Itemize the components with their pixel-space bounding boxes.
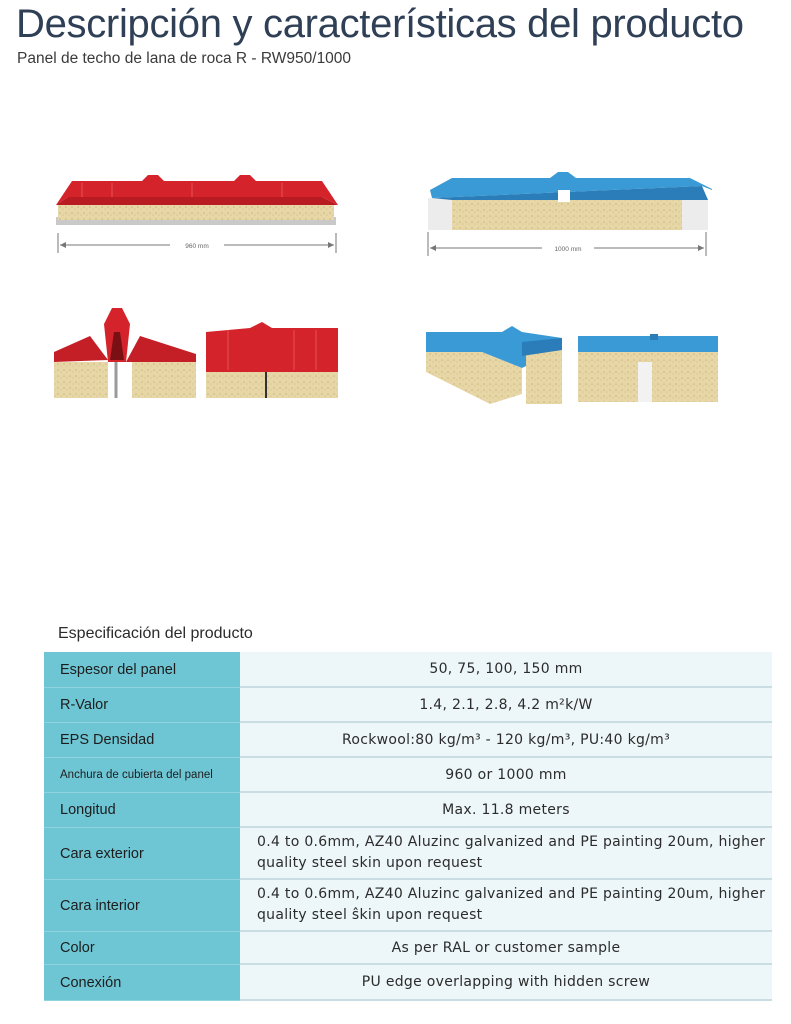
spec-label: Espesor del panel xyxy=(44,652,240,688)
page-title: Descripción y características del producto xyxy=(16,2,744,46)
spec-label: R-Valor xyxy=(44,688,240,723)
blue-panel-dimension: 1000 mm xyxy=(554,246,582,253)
spec-label: Cara interior xyxy=(44,880,240,932)
spec-row xyxy=(44,758,772,793)
spec-value: 50, 75, 100, 150 mm xyxy=(240,652,772,688)
page-subtitle: Panel de techo de lana de roca R - RW950/1000 xyxy=(17,50,352,67)
spec-label: Anchura de cubierta del panel xyxy=(44,758,240,793)
red-panel-section-image xyxy=(52,175,342,265)
spec-label: EPS Densidad xyxy=(44,723,240,758)
spec-value: 0.4 to 0.6mm, AZ40 Aluzinc galvanized and PE painting 20um, higher quality steel ŝkin upon request xyxy=(240,880,772,932)
spec-value: Rockwool:80 kg/m³ - 120 kg/m³, PU:40 kg/m³ xyxy=(240,723,772,758)
spec-row xyxy=(44,965,772,1001)
spec-title: Especificación del producto xyxy=(58,625,253,642)
spec-value: 960 or 1000 mm xyxy=(240,758,772,793)
spec-row xyxy=(44,880,772,932)
spec-value: 0.4 to 0.6mm, AZ40 Aluzinc galvanized and PE painting 20um, higher quality steel skin upon request xyxy=(240,828,772,880)
spec-row xyxy=(44,793,772,828)
spec-value: PU edge overlapping with hidden screw xyxy=(240,965,772,1001)
spec-label: Cara exterior xyxy=(44,828,240,880)
spec-row xyxy=(44,688,772,723)
spec-value: As per RAL or customer sample xyxy=(240,932,772,965)
spec-row xyxy=(44,723,772,758)
spec-label: Color xyxy=(44,932,240,965)
spec-value: 1.4, 2.1, 2.8, 4.2 m²k/W xyxy=(240,688,772,723)
spec-table xyxy=(44,652,772,1001)
spec-label: Conexión xyxy=(44,965,240,1001)
spec-row xyxy=(44,828,772,880)
spec-label: Longitud xyxy=(44,793,240,828)
red-panel-dimension: 960 mm xyxy=(185,243,209,250)
blue-panel-section-image xyxy=(422,172,712,264)
spec-value: Max. 11.8 meters xyxy=(240,793,772,828)
blue-panel-joint-image xyxy=(422,322,727,412)
red-panel-joint-image xyxy=(50,302,340,402)
spec-row xyxy=(44,932,772,965)
spec-row xyxy=(44,652,772,688)
